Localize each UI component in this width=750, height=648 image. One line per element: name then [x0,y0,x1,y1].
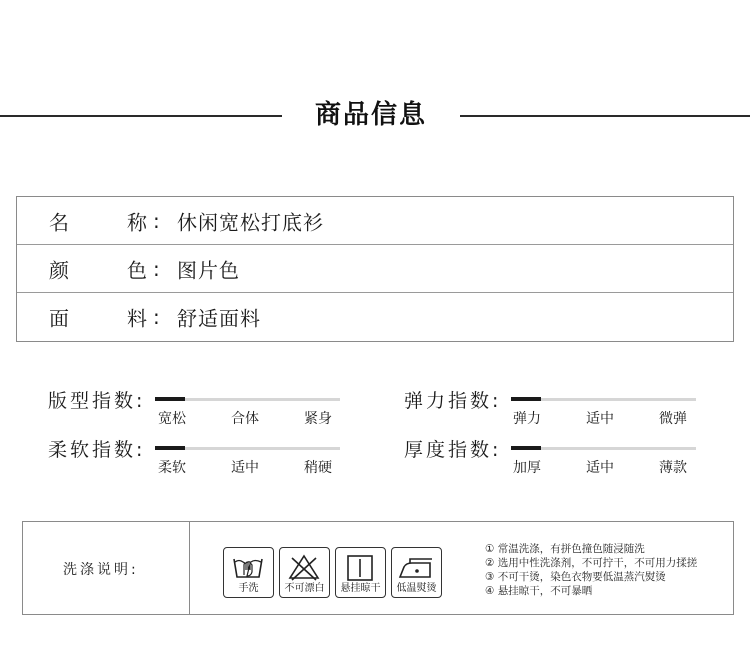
wash-notes [485,542,730,598]
info-label-first-char: 名 [49,210,69,234]
wash-instructions [22,521,734,615]
index-option: 适中 [586,411,614,427]
wash-note: ④ 悬挂晾干，不可暴晒 [485,585,593,597]
info-label-second-char: 色 [127,258,147,282]
info-row-color [17,245,733,293]
index-selected-marker [155,446,185,450]
info-label-first-char: 面 [49,306,69,331]
index-option: 适中 [586,460,614,476]
wash-icon-label: 低温熨烫 [396,583,437,594]
index-option: 薄款 [659,460,687,476]
elasticity-index [404,386,704,434]
wash-symbol-no-bleach [279,547,330,598]
wash-icon-label: 不可漂白 [284,583,325,594]
info-label-second-char: 料 [127,306,147,331]
section-title: 商品信息 [314,100,427,130]
index-option: 宽松 [158,411,186,427]
index-option: 微弹 [659,411,687,427]
wash-icon-label: 悬挂晾干 [340,583,381,594]
title-rule-right [460,115,750,117]
fit-index [48,386,348,434]
title-rule-left [0,115,282,117]
index-option: 柔软 [158,460,186,476]
info-value-fabric: 舒适面料 [177,306,261,331]
index-option: 加厚 [513,460,541,476]
index-selected-marker [511,397,541,401]
thickness-index [404,435,704,483]
wash-divider [189,522,190,614]
wash-note: ② 选用中性洗涤剂，不可拧干，不可用力揉搓 [485,557,698,569]
info-label-second-char: 称 [127,210,147,234]
info-colon: : [153,305,160,329]
info-value-name: 休闲宽松打底衫 [177,210,324,234]
index-label: 厚度指数: [404,439,502,461]
index-option: 紧身 [304,411,332,427]
index-selected-marker [511,446,541,450]
index-label: 版型指数: [48,390,146,412]
info-label-first-char: 颜 [49,258,69,282]
index-selected-marker [155,397,185,401]
product-info-table [16,196,734,342]
info-row-fabric [17,293,733,341]
wash-symbol-hand-wash [223,547,274,598]
wash-symbol-low-iron [391,547,442,598]
index-option: 适中 [231,460,259,476]
wash-note: ③ 不可干烫，染色衣物要低温蒸汽熨烫 [485,571,666,583]
wash-symbol-line-dry [335,547,386,598]
info-colon: : [153,208,160,233]
index-label: 弹力指数: [404,390,502,412]
index-option: 稍硬 [304,460,332,476]
info-row-name [17,197,733,245]
index-option: 合体 [231,411,259,427]
index-label: 柔软指数: [48,439,146,461]
softness-index [48,435,348,483]
index-option: 弹力 [513,411,541,427]
wash-note: ① 常温洗涤，有拼色撞色随浸随洗 [485,543,645,555]
wash-icon-label: 手洗 [238,583,259,594]
wash-label: 洗涤说明: [63,562,139,578]
info-value-color: 图片色 [177,258,240,282]
info-colon: : [153,256,160,281]
